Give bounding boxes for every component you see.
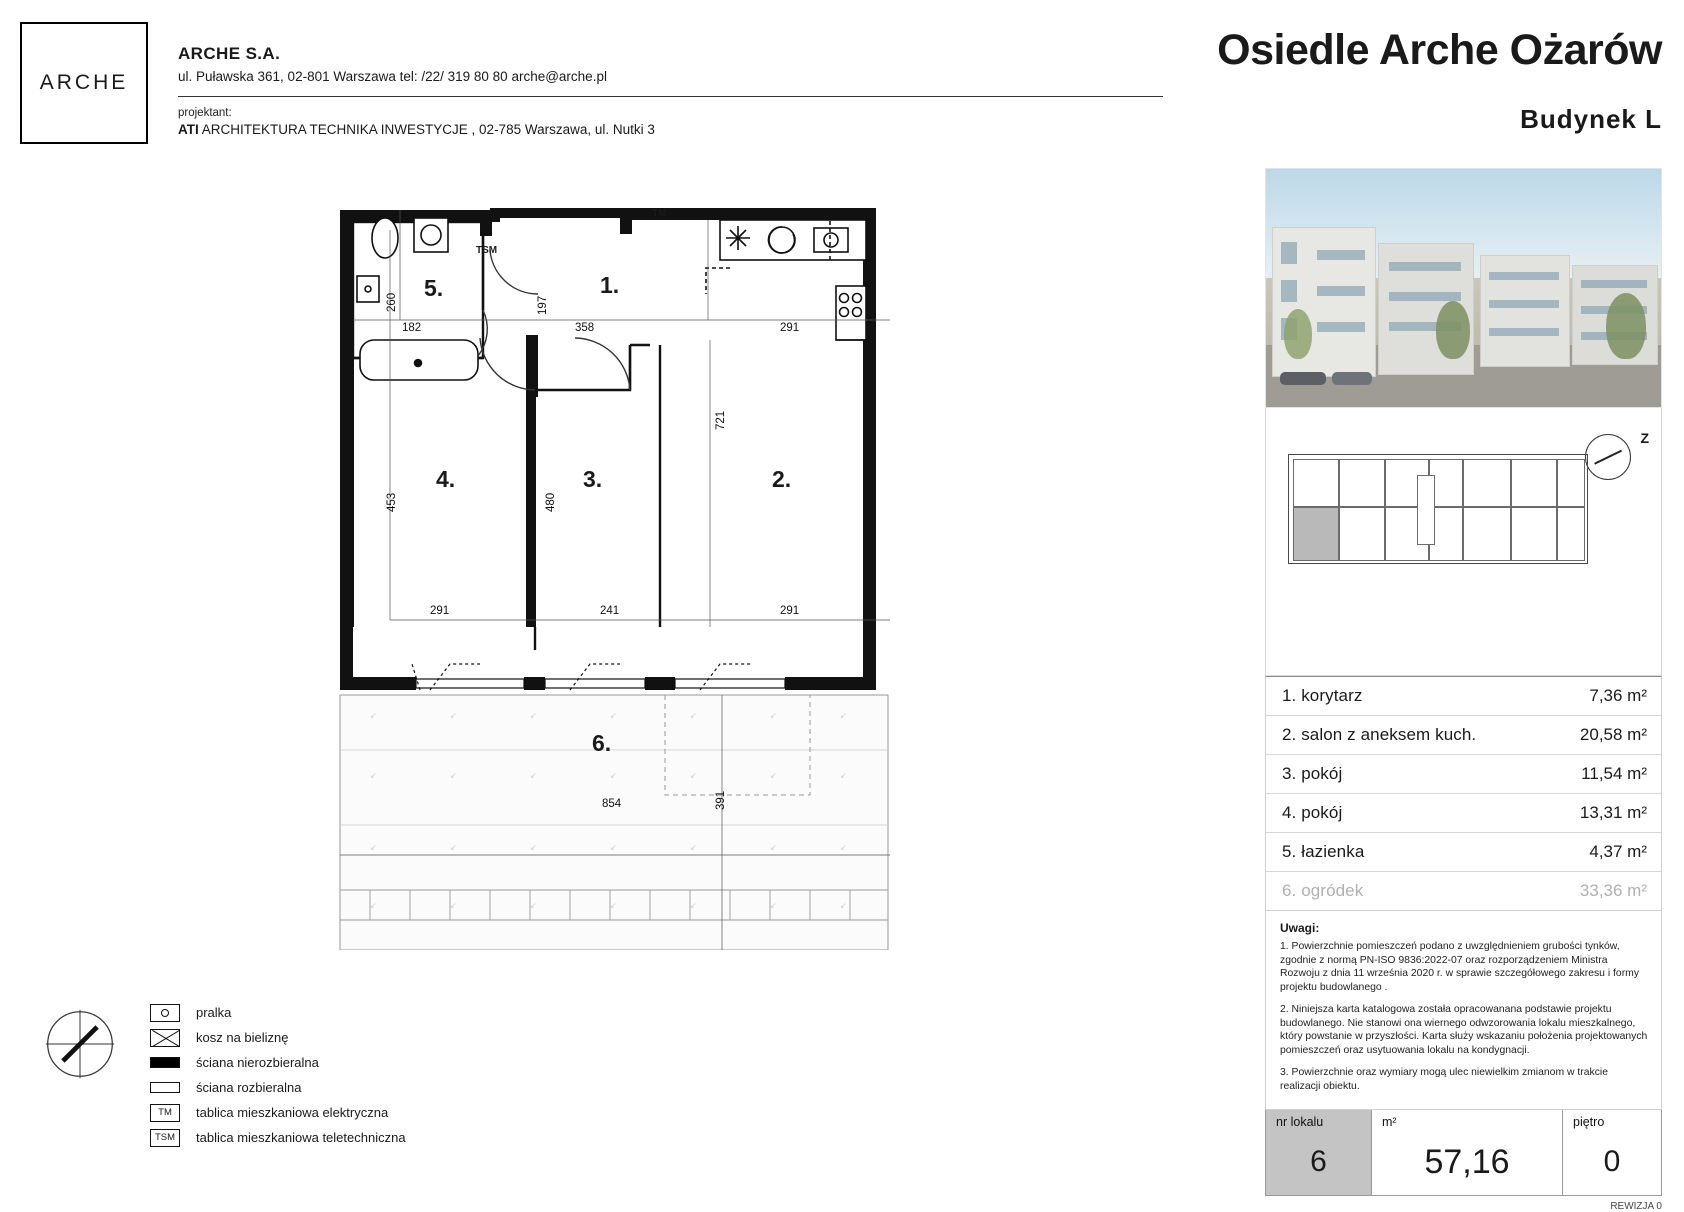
dim-721: 721 (715, 410, 727, 430)
building-render (1265, 168, 1662, 408)
area-label: 4. pokój (1282, 803, 1343, 822)
room-number-4: 4. (436, 466, 456, 492)
north-arrow-icon (42, 1006, 118, 1082)
room-number-2: 2. (772, 466, 792, 492)
floor-caption: piętro (1573, 1115, 1605, 1130)
room-number-3: 3. (583, 466, 603, 492)
area-label: 5. łazienka (1282, 842, 1365, 861)
total-area-cell (1372, 1110, 1563, 1195)
svg-text:↙: ↙ (690, 771, 697, 780)
svg-text:↙: ↙ (840, 711, 847, 720)
area-value: 33,36 m² (1579, 881, 1647, 900)
solid-wall-icon (150, 1053, 184, 1073)
svg-text:↙: ↙ (690, 901, 697, 910)
legend-label: ściana rozbieralna (196, 1080, 302, 1095)
mini-floorplan (1288, 454, 1588, 564)
svg-text:↙: ↙ (840, 843, 847, 852)
unit-number-value: 6 (1310, 1145, 1327, 1179)
designer-text: ARCHITEKTURA TECHNIKA INWESTYCJE , 02-785 Warszawa, ul. Nutki 3 (198, 122, 655, 137)
info-panel (1265, 168, 1662, 1212)
dim-480: 480 (545, 492, 557, 512)
render-tree-2 (1606, 293, 1646, 359)
svg-text:↙: ↙ (770, 901, 777, 910)
svg-text:↙: ↙ (530, 711, 537, 720)
legend-item-tm (150, 1100, 580, 1125)
table-row (1266, 755, 1661, 794)
svg-text:↙: ↙ (770, 843, 777, 852)
render-car-1 (1280, 372, 1326, 385)
area-value: 11,54 m² (1581, 764, 1647, 783)
total-area-caption: m² (1382, 1115, 1397, 1130)
note-3: 3. Powierzchnie oraz wymiary mogą ulec niewielkim zmianom w trakcie realizacji obiektu. (1280, 1066, 1608, 1092)
area-value: 20,58 m² (1579, 725, 1647, 744)
svg-text:↙: ↙ (370, 711, 377, 720)
laundry-basket-icon (150, 1028, 184, 1048)
dim-197: 197 (537, 295, 549, 315)
area-value: 13,31 m² (1579, 803, 1647, 822)
removable-wall-icon (150, 1078, 184, 1098)
company-block (178, 44, 918, 84)
compass-icon (1585, 434, 1631, 480)
svg-text:↙: ↙ (690, 711, 697, 720)
dim-241: 241 (600, 605, 620, 617)
dim-453: 453 (386, 492, 398, 512)
note-1: 1. Powierzchnie pomieszczeń podano z uwzględnieniem grubości tynków, zgodnie z normą PN-ISO 9836:2022-07 oraz rozporządzeniem Ministra Rozwoju z dnia 11 września 2020 r. w sprawie szczegółowego zakresu i formy projektu budowlanego . (1280, 941, 1640, 994)
render-building-3 (1480, 255, 1570, 367)
svg-text:↙: ↙ (840, 771, 847, 780)
legend-label: kosz na bieliznę (196, 1030, 289, 1045)
svg-text:↙: ↙ (530, 771, 537, 780)
svg-text:↙: ↙ (840, 901, 847, 910)
room-number-5: 5. (424, 275, 444, 301)
company-name: ARCHE S.A. (178, 44, 281, 63)
company-address: ul. Puławska 361, 02-801 Warszawa tel: /22/ 319 80 80 arche@arche.pl (178, 69, 607, 84)
tsm-panel-icon (150, 1128, 184, 1148)
area-label: 6. ogródek (1282, 881, 1364, 900)
arche-logo (20, 22, 148, 144)
svg-text:↙: ↙ (450, 711, 457, 720)
legend-item-pralka (150, 1000, 580, 1025)
dim-260: 260 (386, 292, 398, 312)
washing-machine-icon (150, 1003, 184, 1023)
note-2: 2. Niniejsza karta katalogowa została opracowanana podstawie projektu budowlanego. Nie stanowi ona wiernego odwzorowania lokalu mieszkalnego, który powstanie w przyszłości. Karta służy wskazaniu położenia projektowanych pomieszczeń oraz usytuowania lokalu na kondygnacji. (1280, 1003, 1648, 1057)
unit-number-caption: nr lokalu (1276, 1115, 1324, 1130)
area-table (1265, 676, 1662, 911)
designer-label: projektant: (178, 107, 232, 119)
tsm-tag: TSM (476, 245, 498, 256)
dim-391: 391 (715, 790, 727, 810)
total-area-value: 57,16 (1424, 1142, 1510, 1181)
tm-panel-icon (150, 1103, 184, 1123)
render-tree-1 (1436, 301, 1470, 359)
legend-label: ściana nierozbieralna (196, 1055, 319, 1070)
room-number-1: 1. (600, 272, 620, 298)
dim-182: 182 (402, 322, 422, 334)
page-title: Osiedle Arche Ożarów (1217, 26, 1662, 74)
designer-line (178, 122, 655, 137)
svg-text:↙: ↙ (610, 711, 617, 720)
floorplan-svg (330, 190, 930, 950)
logo-text: ARCHE (39, 71, 129, 94)
dim-854: 854 (602, 798, 622, 810)
tm-tag: TM (652, 208, 667, 219)
building-label: Budynek L (1520, 104, 1662, 134)
table-row (1266, 677, 1661, 716)
svg-text:↙: ↙ (530, 901, 537, 910)
header-divider (178, 96, 1163, 97)
legend-label: tablica mieszkaniowa teletechniczna (196, 1130, 406, 1145)
tm-code: TM (150, 1104, 180, 1122)
designer-prefix: ATI (178, 122, 199, 137)
area-label: 3. pokój (1282, 764, 1343, 783)
dim-291-right: 291 (780, 605, 800, 617)
svg-text:↙: ↙ (450, 771, 457, 780)
svg-text:↙: ↙ (370, 771, 377, 780)
compass-north-label: Z (1640, 430, 1649, 446)
table-row (1266, 716, 1661, 755)
legend-item-kosz (150, 1025, 580, 1050)
notes-title: Uwagi: (1280, 921, 1320, 935)
floor-cell (1563, 1110, 1661, 1195)
area-value: 4,37 m² (1589, 842, 1647, 861)
unit-number-cell (1266, 1110, 1372, 1195)
svg-text:↙: ↙ (690, 843, 697, 852)
summary-bar (1265, 1110, 1662, 1196)
garden-area (340, 695, 888, 950)
table-row (1266, 833, 1661, 872)
floor-value: 0 (1603, 1145, 1621, 1179)
svg-text:↙: ↙ (530, 843, 537, 852)
area-value: 7,36 m² (1589, 686, 1647, 705)
area-label: 1. korytarz (1282, 686, 1363, 705)
svg-text:↙: ↙ (450, 901, 457, 910)
tsm-code: TSM (150, 1129, 180, 1147)
legend-item-removable-wall (150, 1075, 580, 1100)
area-label: 2. salon z aneksem kuch. (1282, 725, 1477, 744)
svg-text:↙: ↙ (610, 901, 617, 910)
location-plan (1265, 408, 1662, 676)
svg-text:↙: ↙ (610, 843, 617, 852)
legend-item-tsm (150, 1125, 580, 1150)
table-row (1266, 872, 1661, 910)
revision-label: REWIZJA 0 (1610, 1201, 1662, 1212)
dim-358: 358 (575, 322, 595, 334)
svg-text:↙: ↙ (610, 771, 617, 780)
render-building-1 (1272, 227, 1376, 377)
svg-text:↙: ↙ (370, 901, 377, 910)
dim-291-top: 291 (780, 322, 800, 334)
svg-text:↙: ↙ (770, 771, 777, 780)
table-row (1266, 794, 1661, 833)
render-car-2 (1332, 372, 1372, 385)
legend-item-solid-wall (150, 1050, 580, 1075)
render-tree-3 (1284, 309, 1312, 359)
legend-label: pralka (196, 1005, 232, 1020)
svg-text:↙: ↙ (450, 843, 457, 852)
dim-291-left: 291 (430, 605, 450, 617)
bathroom-fixtures (357, 218, 478, 380)
legend (150, 1000, 580, 1150)
room-number-6: 6. (592, 730, 612, 756)
legend-label: tablica mieszkaniowa elektryczna (196, 1105, 389, 1120)
svg-text:↙: ↙ (770, 711, 777, 720)
floorplan-drawing (330, 190, 930, 950)
svg-text:↙: ↙ (370, 843, 377, 852)
notes-block (1265, 911, 1662, 1110)
